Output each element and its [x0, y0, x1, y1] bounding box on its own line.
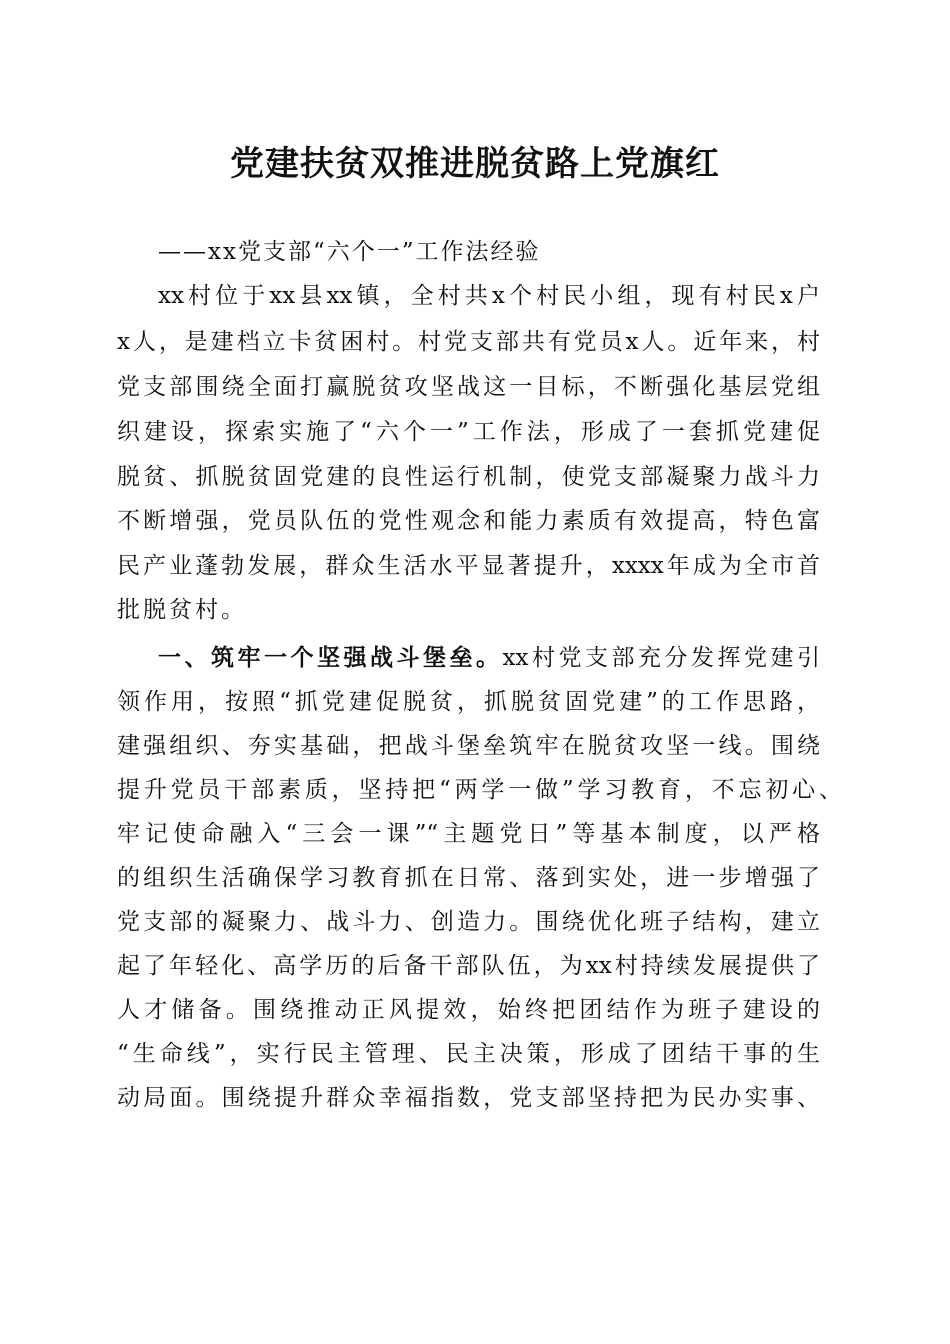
text-line: “生命线”，实行民主管理、民主决策，形成了团结干事的生: [117, 1041, 820, 1067]
document-subtitle: ——xx党支部“六个一”工作法经验: [158, 239, 541, 265]
text-span: xx村党支部充分发挥党建引: [502, 645, 820, 671]
text-line: 批脱贫村。: [117, 597, 247, 623]
text-line: 织建设，探索实施了“六个一”工作法，形成了一套抓党建促: [117, 419, 820, 445]
text-line: 建强组织、夯实基础，把战斗堡垒筑牢在脱贫攻坚一线。围绕: [117, 733, 820, 759]
document-title: 党建扶贫双推进脱贫路上党旗红: [230, 144, 720, 184]
text-line: 起了年轻化、高学历的后备干部队伍，为xx村持续发展提供了: [117, 953, 820, 979]
text-line: 党支部的凝聚力、战斗力、创造力。围绕优化班子结构，建立: [117, 909, 820, 935]
text-line: 牢记使命融入“三会一课”“主题党日”等基本制度，以严格: [117, 821, 820, 847]
section-1-first-line: [158, 643, 820, 673]
section-heading: 一、筑牢一个坚强战斗堡垒。: [158, 645, 503, 671]
text-line: 人才储备。围绕推动正风提效，始终把团结作为班子建设的: [117, 997, 820, 1023]
text-line: 提升党员干部素质，坚持把“两学一做”学习教育，不忘初心、: [117, 777, 842, 803]
text-line: 民产业蓬勃发展，群众生活水平显著提升，xxxx年成为全市首: [117, 553, 820, 579]
text-line: 动局面。围绕提升群众幸福指数，党支部坚持把为民办实事、: [117, 1085, 820, 1111]
text-line: xx村位于xx县xx镇，全村共x个村民小组，现有村民x户: [158, 283, 820, 309]
text-line: 的组织生活确保学习教育抓在日常、落到实处，进一步增强了: [117, 865, 820, 891]
text-line: x人，是建档立卡贫困村。村党支部共有党员x人。近年来，村: [117, 329, 820, 355]
text-line: 脱贫、抓脱贫固党建的良性运行机制，使党支部凝聚力战斗力: [117, 464, 820, 490]
text-line: 党支部围绕全面打赢脱贫攻坚战这一目标，不断强化基层党组: [117, 374, 820, 400]
text-line: 不断增强，党员队伍的党性观念和能力素质有效提高，特色富: [117, 508, 820, 534]
text-line: 领作用，按照“抓党建促脱贫，抓脱贫固党建”的工作思路，: [117, 689, 820, 715]
